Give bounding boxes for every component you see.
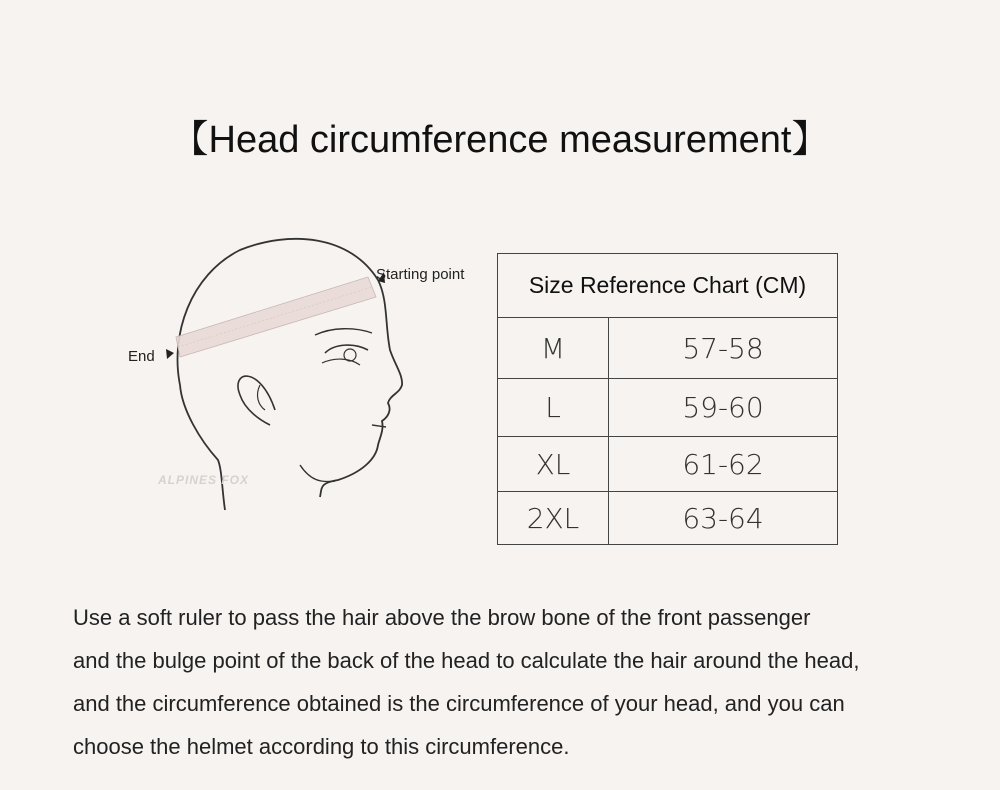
end-marker-icon bbox=[166, 349, 174, 359]
size-cell: L bbox=[498, 379, 609, 437]
instructions-line: choose the helmet according to this circumference. bbox=[73, 734, 570, 759]
table-header: Size Reference Chart (CM) bbox=[498, 254, 838, 318]
end-label: End bbox=[128, 348, 155, 365]
size-cell: 2XL bbox=[498, 492, 609, 545]
table-row bbox=[498, 437, 838, 492]
instructions-line: and the circumference obtained is the circumference of your head, and you can bbox=[73, 691, 845, 716]
table-row bbox=[498, 492, 838, 545]
instructions-line: Use a soft ruler to pass the hair above the brow bone of the front passenger bbox=[73, 605, 811, 630]
range-cell: 57-58 bbox=[609, 318, 838, 379]
eyebrow bbox=[315, 329, 372, 335]
starting-point-label: Starting point bbox=[376, 266, 465, 283]
table-header-row bbox=[498, 254, 838, 318]
table-row bbox=[498, 318, 838, 379]
range-cell: 63-64 bbox=[609, 492, 838, 545]
range-cell: 59-60 bbox=[609, 379, 838, 437]
size-cell: M bbox=[498, 318, 609, 379]
ear bbox=[238, 376, 275, 425]
instructions-line: and the bulge point of the back of the head to calculate the hair around the head, bbox=[73, 648, 860, 673]
table-row bbox=[498, 379, 838, 437]
range-cell: 61-62 bbox=[609, 437, 838, 492]
jaw bbox=[300, 465, 335, 482]
instructions-paragraph bbox=[73, 596, 993, 768]
mouth bbox=[372, 425, 386, 427]
page-title: 【Head circumference measurement】 bbox=[170, 119, 830, 161]
size-cell: XL bbox=[498, 437, 609, 492]
eye bbox=[325, 345, 368, 353]
brand-watermark: ALPINES FOX bbox=[158, 473, 250, 487]
size-reference-table bbox=[497, 253, 838, 545]
head-back bbox=[180, 385, 225, 510]
